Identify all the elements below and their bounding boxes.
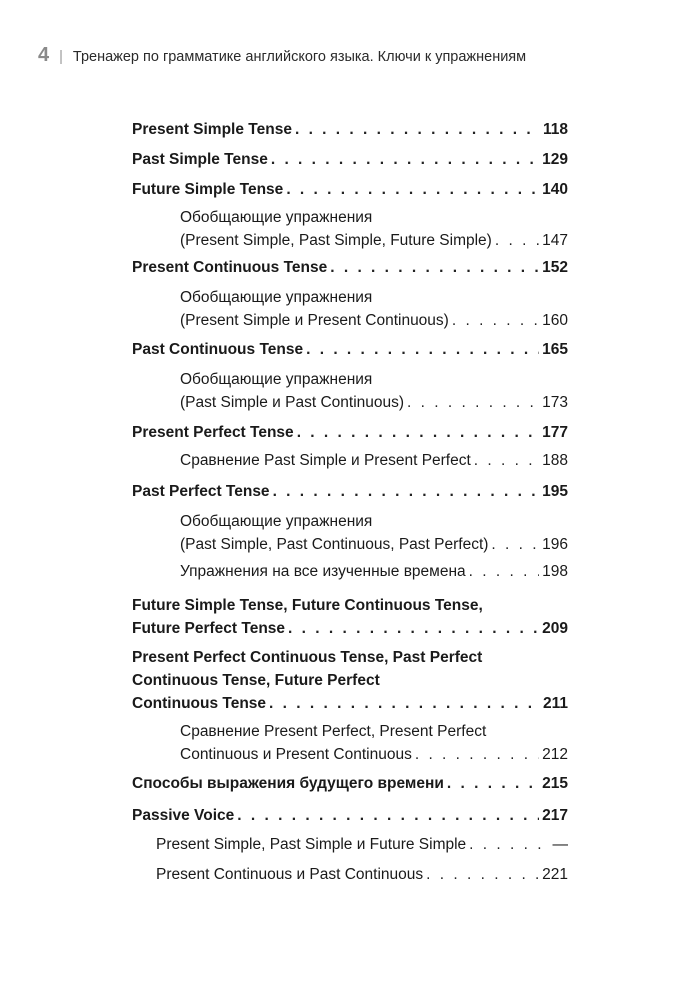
toc-entry [132,148,568,171]
toc-entry-title: Способы выражения будущего времени [132,775,444,792]
dot-leader [330,256,539,279]
toc-page-number: 217 [542,807,568,824]
toc-entry-line [132,148,568,171]
toc-entry-line [132,804,568,827]
toc-entry-title: Past Simple Tense [132,151,268,168]
toc-entry-title: Future Simple Tense [132,181,284,198]
dot-leader [237,804,539,827]
toc-page-number: 209 [542,620,568,637]
toc-page-number: 212 [542,746,568,763]
toc-page-number: 140 [542,181,568,198]
toc-page-number: 195 [542,483,568,500]
toc-entry-line [180,560,568,583]
toc-page-number: — [552,836,568,853]
dot-leader [288,617,539,640]
toc-page-number: 221 [542,866,568,883]
toc-entry-title: Present Perfect Continuous Tense, Past Perfect [132,649,483,666]
toc-entry-title: (Past Simple и Past Continuous) [180,394,405,411]
toc-entry [132,338,568,361]
toc-entry-line [180,510,568,533]
header-separator: | [59,49,63,65]
toc-entry [132,594,568,640]
toc-entry [156,833,568,856]
toc-entry-line [180,743,568,766]
toc-entry-title: Past Perfect Tense [132,483,270,500]
toc-entry [132,804,568,827]
toc-entry [132,421,568,444]
toc-entry-title: Past Continuous Tense [132,341,304,358]
dot-leader [469,560,539,583]
dot-leader [415,743,539,766]
toc-entry-line [156,863,568,886]
toc-page-number: 165 [542,341,568,358]
dot-leader [426,863,539,886]
dot-leader [273,480,540,503]
toc-entry [180,720,568,766]
toc-entry [132,772,568,795]
toc-entry [180,510,568,556]
toc-page-number: 211 [542,695,568,712]
toc-entry-title: Future Perfect Tense [132,620,286,637]
dot-leader [495,229,539,252]
toc-entry [132,118,568,141]
toc-entry [132,178,568,201]
toc-entry-line [132,421,568,444]
toc-entry [180,449,568,472]
toc-entry [132,480,568,503]
toc-entry-line [180,229,568,252]
toc-entry-line [180,309,568,332]
toc-page-number: 177 [542,424,568,441]
toc-entry-line [132,118,568,141]
toc-entry-line [132,256,568,279]
dot-leader [295,118,540,141]
dot-leader [271,148,539,171]
toc-page-number: 198 [542,563,568,580]
toc-entry [180,206,568,252]
toc-entry-title: Present Continuous Tense [132,259,328,276]
toc-entry-title: Future Simple Tense, Future Continuous Tense, [132,597,483,614]
toc-page-number: 188 [542,452,568,469]
toc-entry-title: Упражнения на все изученные времена [180,563,466,580]
dot-leader [452,309,539,332]
toc-page-number: 152 [542,259,568,276]
dot-leader [269,692,540,715]
toc-entry [180,368,568,414]
toc-entry-title: Сравнение Past Simple и Present Perfect [180,452,471,469]
toc-page-number: 215 [542,775,568,792]
toc-entry-title: Обобщающие упражнения [180,289,373,306]
toc-entry-line [132,692,568,715]
toc-entry-title: (Present Simple, Past Simple, Future Simple) [180,232,492,249]
toc-page-number: 147 [542,232,568,249]
dot-leader [407,391,539,414]
toc-entry-line [180,533,568,556]
toc-entry [156,863,568,886]
toc-entry [132,256,568,279]
toc-entry-title: Present Perfect Tense [132,424,294,441]
toc-page-number: 173 [542,394,568,411]
toc-entry-title: Passive Voice [132,807,235,824]
toc-page-number: 160 [542,312,568,329]
toc-entry-line [180,720,568,743]
toc-entry-title: Present Simple Tense [132,121,292,138]
dot-leader [474,449,539,472]
toc-entry-line [180,368,568,391]
book-title: Тренажер по грамматике английского языка. Ключи к упражнениям [72,49,527,65]
toc-entry-title: Сравнение Present Perfect, Present Perfect [180,723,487,740]
toc-entry [180,560,568,583]
toc-entry-line [180,286,568,309]
toc-page-number: 118 [542,121,568,138]
dot-leader [447,772,539,795]
toc-entry-title: Обобщающие упражнения [180,371,373,388]
toc-entry-line [132,617,568,640]
dot-leader [491,533,539,556]
page-number: 4 [38,44,50,66]
toc-page-number: 129 [542,151,568,168]
toc-entry-line [132,646,568,669]
toc-entry-line [132,669,568,692]
toc-entry [132,646,568,715]
toc-entry-line [132,594,568,617]
toc-entry-title: Present Simple, Past Simple и Future Simple [156,836,467,853]
dot-leader [469,833,549,856]
toc-entry-line [180,449,568,472]
toc-entry-line [180,206,568,229]
toc-entry-title: Обобщающие упражнения [180,513,373,530]
running-header [38,44,526,67]
toc-entry-line [180,391,568,414]
toc-entry-line [156,833,568,856]
toc-entry-line [132,178,568,201]
dot-leader [297,421,539,444]
toc-entry-line [132,338,568,361]
toc-entry-title: Present Continuous и Past Continuous [156,866,424,883]
dot-leader [286,178,539,201]
toc-entry-line [132,480,568,503]
toc-entry-title: (Present Simple и Present Continuous) [180,312,449,329]
toc-entry-title: Continuous Tense, Future Perfect [132,672,380,689]
toc-page-number: 196 [542,536,568,553]
toc-entry-title: Continuous и Present Continuous [180,746,412,763]
toc-entry [180,286,568,332]
toc-entry-line [132,772,568,795]
toc-entry-title: Continuous Tense [132,695,267,712]
toc-entry-title: Обобщающие упражнения [180,209,373,226]
toc-entry-title: (Past Simple, Past Continuous, Past Perfect) [180,536,489,553]
dot-leader [306,338,539,361]
